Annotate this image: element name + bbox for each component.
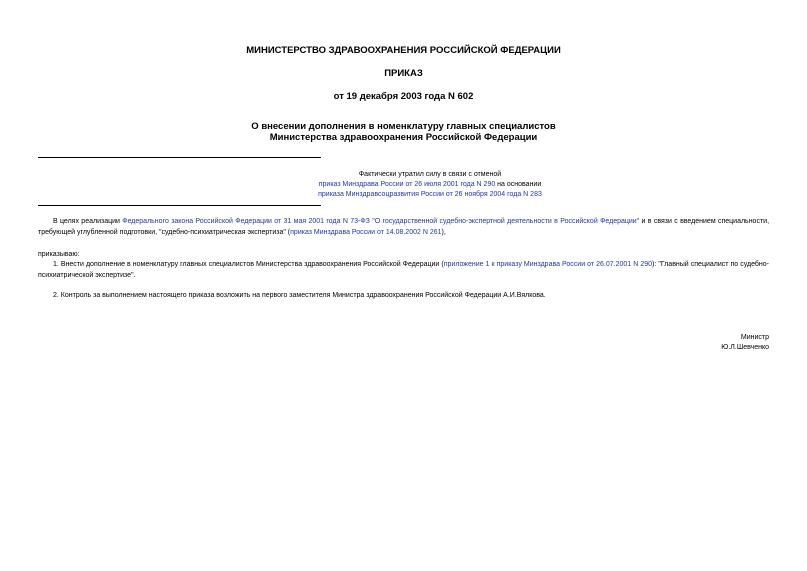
- status-note-line3: [170, 190, 690, 200]
- divider-top: [38, 157, 321, 158]
- preamble-middle: и в связи с введением специальности, требующей углубленной подготовки, "судебно-психиатрическая экспертиза" (: [38, 218, 770, 236]
- divider-bottom: [38, 205, 321, 206]
- item1-prefix: 1. Внести дополнение в номенклатуру главных специалистов Министерства здравоохранения Российской Федерации (: [53, 261, 444, 268]
- preamble-prefix: В целях реализации: [53, 218, 123, 225]
- paragraph-item-2: 2. Контроль за выполнением настоящего приказа возложить на первого заместителя Министра здравоохранения Российской Федерации А.И.Вялкова.: [53, 292, 546, 299]
- date-number-heading: от 19 декабря 2003 года N 602: [333, 91, 474, 102]
- status-note-line1: Фактически утратил силу в связи с отменой: [358, 171, 502, 178]
- order-261-link[interactable]: приказ Минздрава России от 14.08.2002 N 261: [290, 228, 442, 236]
- item1-suffix: ): "Главный специалист по судебно-психиатрической экспертизе".: [38, 261, 770, 279]
- ministry-heading: МИНИСТЕРСТВО ЗДРАВООХРАНЕНИЯ РОССИЙСКОЙ ФЕДЕРАЦИИ: [246, 45, 561, 56]
- preamble-suffix: ),: [441, 228, 446, 236]
- signature-name: Ю.Л.Шевченко: [721, 344, 769, 351]
- federal-law-link[interactable]: Федерального закона Российской Федерации от 31 мая 2001 года N 73-ФЗ "О государственной судебно-экспертной деятельности в Российской Федерации": [122, 218, 640, 225]
- signature-position: Министр: [740, 334, 769, 341]
- title-line-1: О внесении дополнения в номенклатуру главных специалистов: [251, 121, 556, 132]
- paragraph-item-1: [38, 260, 769, 281]
- repeal-link-2[interactable]: приказа Минздравсоцразвития России от 26 ноября 2004 года N 283: [318, 191, 542, 198]
- doc-type-heading: ПРИКАЗ: [384, 68, 423, 79]
- appendix-link[interactable]: приложение 1 к приказу Минздрава России от 26.07.2001 N 290: [443, 261, 653, 268]
- repeal-link-1[interactable]: приказ Минздрава России от 26 июля 2001 года N 290: [318, 181, 496, 188]
- status-note-suffix: на основании: [495, 181, 542, 188]
- paragraph-preamble: [38, 217, 769, 238]
- order-word: приказываю:: [38, 251, 80, 258]
- status-note-line2: [170, 180, 690, 190]
- title-line-2: Министерства здравоохранения Российской Федерации: [269, 132, 538, 143]
- status-note: [170, 170, 690, 200]
